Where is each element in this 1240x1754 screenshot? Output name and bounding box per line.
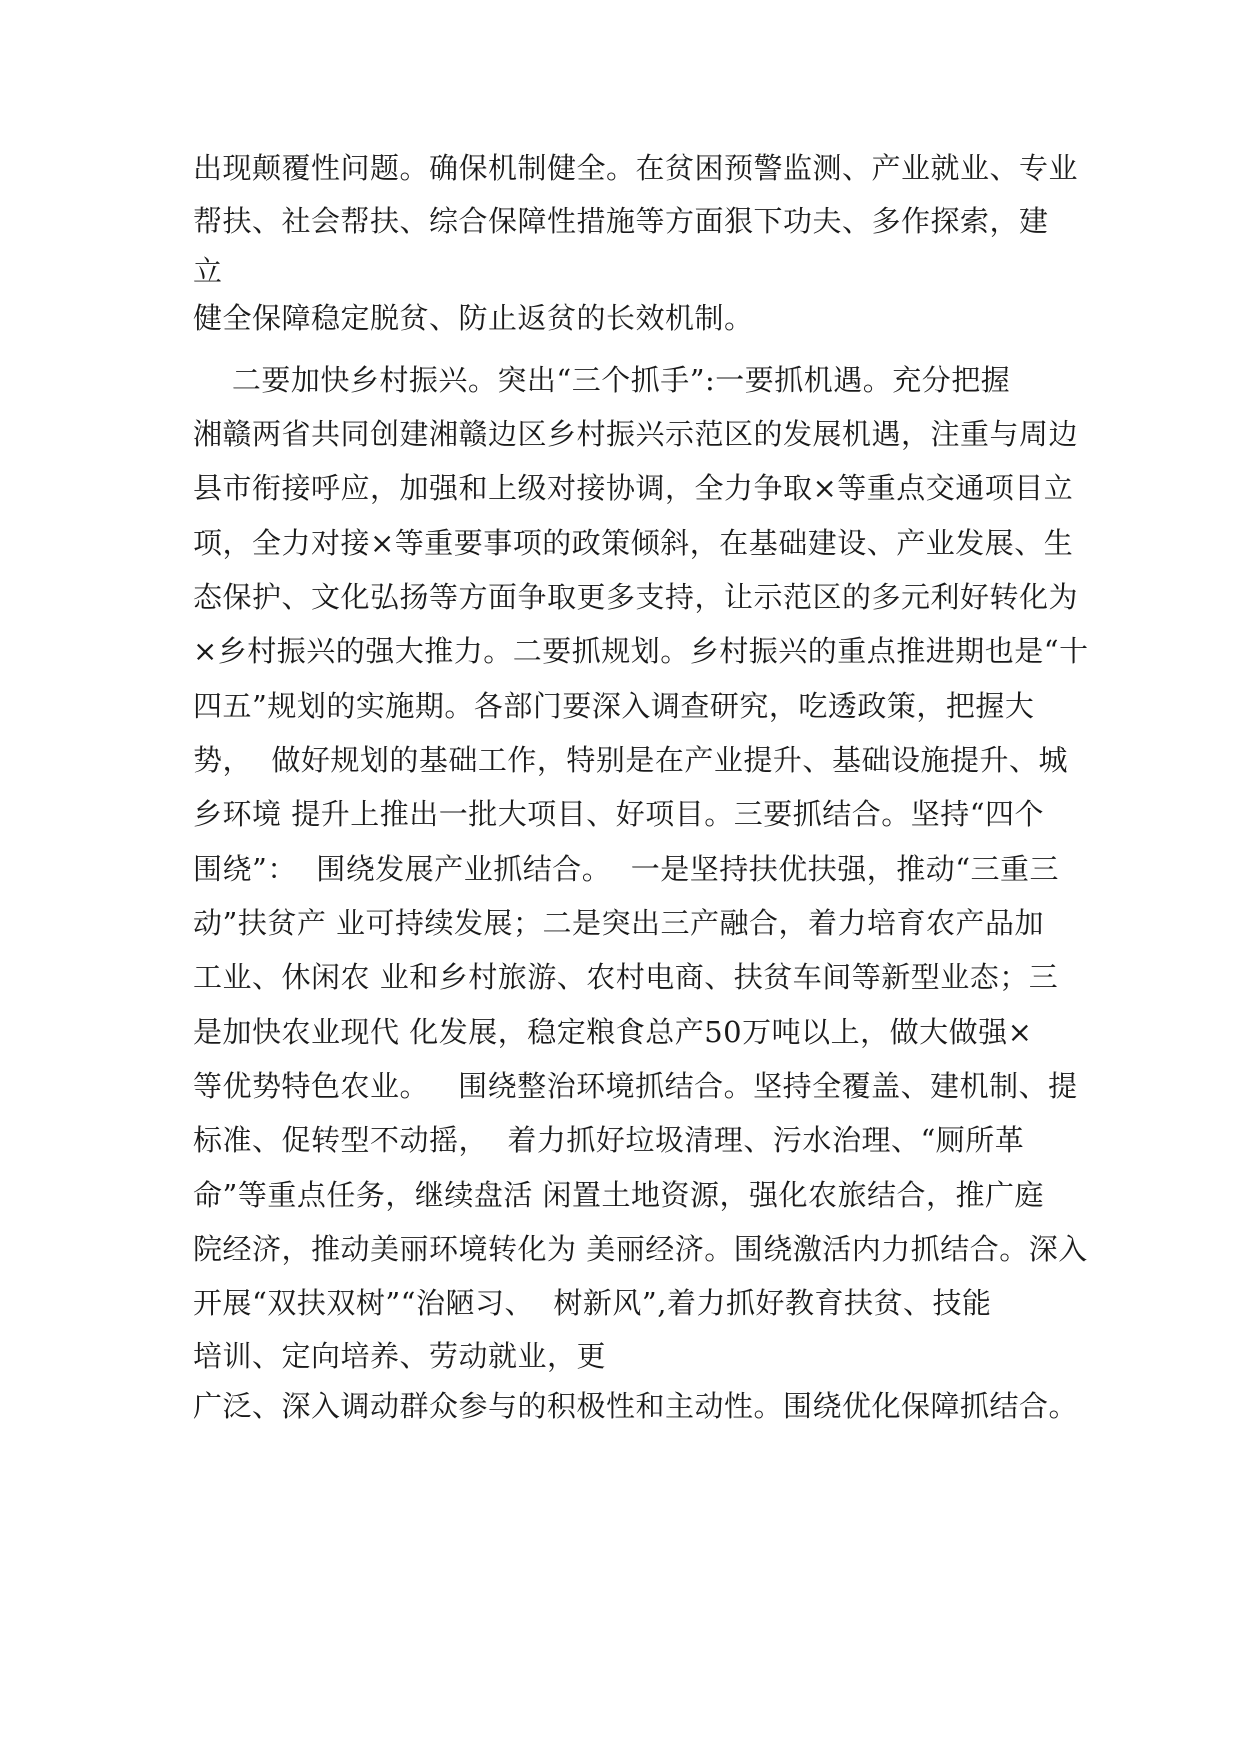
text-line: 院经济，推动美丽环境转化为 美丽经济。围绕激活内力抓结合。深入 [193,1232,1088,1266]
text-line: 工业、休闲农 业和乡村旅游、农村电商、扶贫车间等新型业态；三 [193,960,1059,994]
text-line: 是加快农业现代 化发展，稳定粮食总产50万吨以上，做大做强× [193,1015,1033,1049]
text-line: 命”等重点任务，继续盘活 闲置土地资源，强化农旅结合，推广庭 [193,1178,1045,1212]
text-line: 健全保障稳定脱贫、防止返贫的长效机制。 [193,301,754,335]
text-line: 县市衔接呼应，加强和上级对接协调，全力争取×等重点交通项目立 [193,471,1074,505]
text-line: 四五”规划的实施期。各部门要深入调查研究，吃透政策，把握大 [193,689,1035,723]
text-line: 出现颠覆性问题。确保机制健全。在贫困预警监测、产业就业、专业 [193,151,1079,185]
text-line: 广泛、深入调动群众参与的积极性和主动性。围绕优化保障抓结合。 [193,1389,1079,1423]
text-line: 动”扶贫产 业可持续发展；二是突出三产融合，着力培育农产品加 [193,906,1045,940]
text-line: ×乡村振兴的强大推力。二要抓规划。乡村振兴的重点推进期也是“十 [193,634,1089,668]
text-line: 立 [193,254,223,288]
text-line: 标准、促转型不动摇， 着力抓好垃圾清理、污水治理、“厕所革 [193,1123,1025,1157]
text-line: 帮扶、社会帮扶、综合保障性措施等方面狠下功夫、多作探索，建 [193,204,1049,238]
text-line: 等优势特色农业。 围绕整治环境抓结合。坚持全覆盖、建机制、提 [193,1069,1078,1103]
text-line: 势， 做好规划的基础工作，特别是在产业提升、基础设施提升、城 [193,743,1068,777]
text-line: 开展“双扶双树”“治陋习、 树新风”,着力抓好教育扶贫、技能 [193,1286,992,1320]
text-line: 培训、定向培养、劳动就业，更 [193,1339,607,1373]
text-line: 湘赣两省共同创建湘赣边区乡村振兴示范区的发展机遇，注重与周边 [193,417,1079,451]
text-line: 态保护、文化弘扬等方面争取更多支持，让示范区的多元利好转化为 [193,580,1079,614]
text-line: 二要加快乡村振兴。突出“三个抓手”:一要抓机遇。充分把握 [193,363,1011,397]
text-line: 项，全力对接×等重要事项的政策倾斜，在基础建设、产业发展、生 [193,526,1074,560]
text-line: 乡环境 提升上推出一批大项目、好项目。三要抓结合。坚持“四个 [193,797,1045,831]
text-line: 围绕”： 围绕发展产业抓结合。 一是坚持扶优扶强，推动“三重三 [193,852,1060,886]
